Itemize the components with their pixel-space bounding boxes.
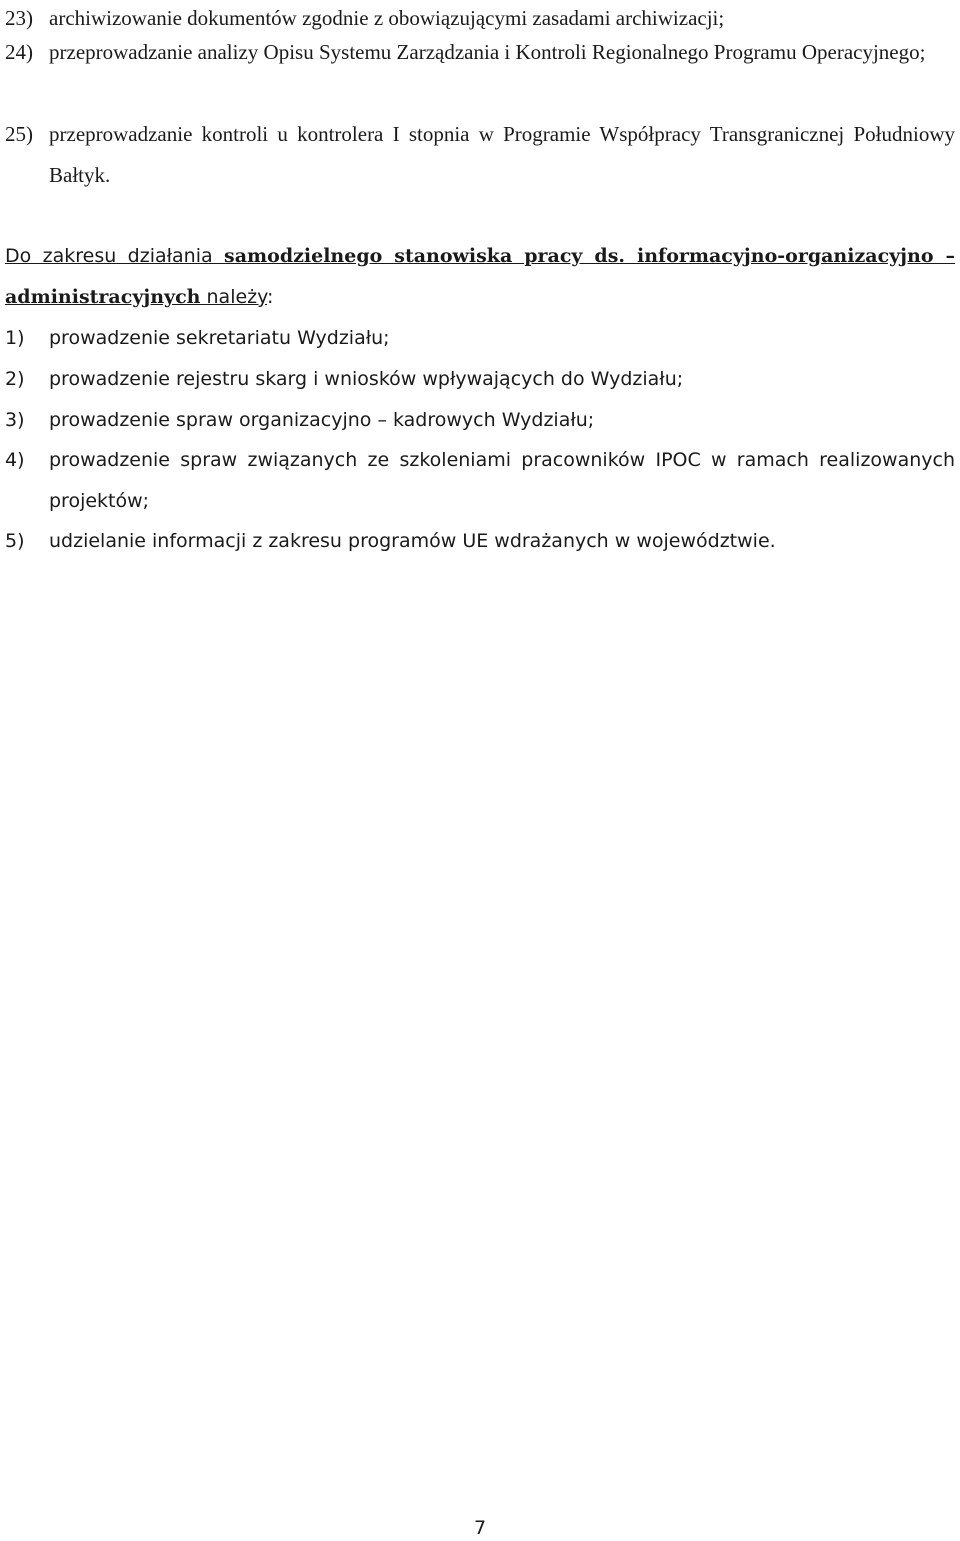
intro-colon: : [267, 286, 274, 308]
list-item-number: 23) [5, 6, 33, 30]
list-item-number: 2) [5, 368, 25, 390]
intro-suffix: należy [200, 286, 267, 308]
intro-position-name: samodzielnego stanowiska pracy ds. informacyjno-organizacyjno – administracyjnych [5, 245, 956, 308]
list-item [5, 359, 955, 400]
list-item [5, 318, 955, 359]
list-item-number: 24) [5, 40, 33, 64]
page-number: 7 [473, 1517, 487, 1539]
list-item [5, 32, 955, 73]
list-item-number: 4) [5, 449, 25, 471]
list-item [5, 521, 955, 562]
list-item [5, 440, 955, 522]
list-item-text: prowadzenie rejestru skarg i wniosków wpływających do Wydziału; [49, 368, 684, 390]
list-item-text: prowadzenie spraw związanych ze szkoleniami pracowników IPOC w ramach realizowanych projektów; [49, 449, 955, 512]
intro-prefix: Do zakresu działania [5, 245, 225, 267]
list-item-text: prowadzenie spraw organizacyjno – kadrowych Wydziału; [49, 409, 595, 431]
list-item-number: 3) [5, 409, 25, 431]
list-item-text: archiwizowanie dokumentów zgodnie z obowiązującymi zasadami archiwizacji; [49, 6, 725, 30]
list-item-text: przeprowadzanie kontroli u kontrolera I stopnia w Programie Współpracy Transgranicznej Południowy Bałtyk. [49, 122, 955, 187]
list-item-text: przeprowadzanie analizy Opisu Systemu Zarządzania i Kontroli Regionalnego Programu Operacyjnego; [49, 40, 926, 64]
list-item [5, 114, 955, 196]
section-intro [5, 236, 955, 318]
list-item-text: udzielanie informacji z zakresu programów UE wdrażanych w województwie. [49, 530, 776, 552]
list-item-number: 1) [5, 327, 25, 349]
list-item-number: 25) [5, 122, 33, 146]
list-item [5, 400, 955, 441]
list-item-text: prowadzenie sekretariatu Wydziału; [49, 327, 390, 349]
list-item-number: 5) [5, 530, 25, 552]
